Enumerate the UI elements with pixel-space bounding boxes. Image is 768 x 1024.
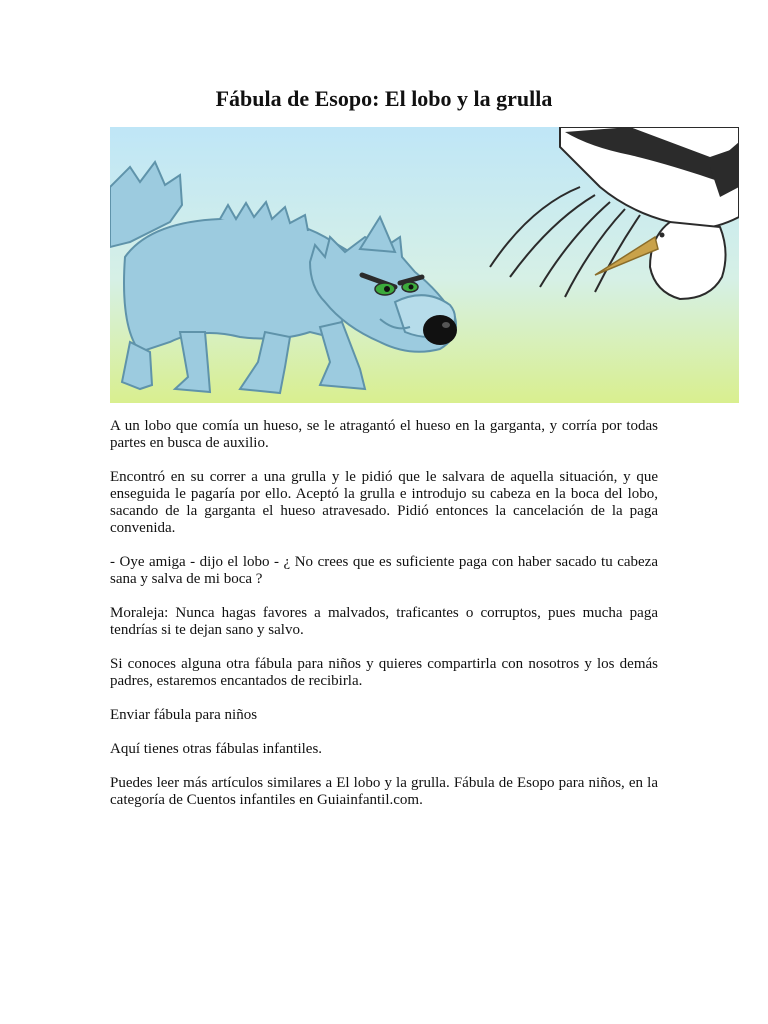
- paragraph-dialogue: - Oye amiga - dijo el lobo - ¿ No crees que es suficiente paga con haber sacado tu cabeza sana y salva de mi boca ?: [110, 554, 658, 587]
- paragraph-crane: Encontró en su correr a una grulla y le pidió que le salvara de aquella situación, y que enseguida le pagaría por ello. Aceptó la grulla e introdujo su cabeza en la boca del lobo, sacando de la garganta el hueso atravesado. Pidió entonces la cancelación de la paga convenida.: [110, 469, 658, 536]
- paragraph-moral: Moraleja: Nunca hagas favores a malvados, traficantes o corruptos, pues mucha paga tendrías si te dejan sano y salvo.: [110, 605, 658, 638]
- fable-illustration: [110, 127, 739, 403]
- page-title: Fábula de Esopo: El lobo y la grulla: [215, 86, 553, 111]
- paragraph-intro: A un lobo que comía un hueso, se le atragantó el hueso en la garganta, y corría por todas partes en busca de auxilio.: [110, 418, 658, 451]
- send-fable-link[interactable]: Enviar fábula para niños: [110, 707, 258, 723]
- paragraph-related: Puedes leer más artículos similares a El lobo y la grulla. Fábula de Esopo para niños, en la categoría de Cuentos infantiles en Guiainfantil.com.: [110, 775, 658, 808]
- paragraph-share: Si conoces alguna otra fábula para niños y quieres compartirla con nosotros y los demás padres, estaremos encantados de recibirla.: [110, 656, 658, 689]
- other-fables-link[interactable]: Aquí tienes otras fábulas infantiles.: [110, 741, 323, 757]
- fable-text: [110, 418, 658, 826]
